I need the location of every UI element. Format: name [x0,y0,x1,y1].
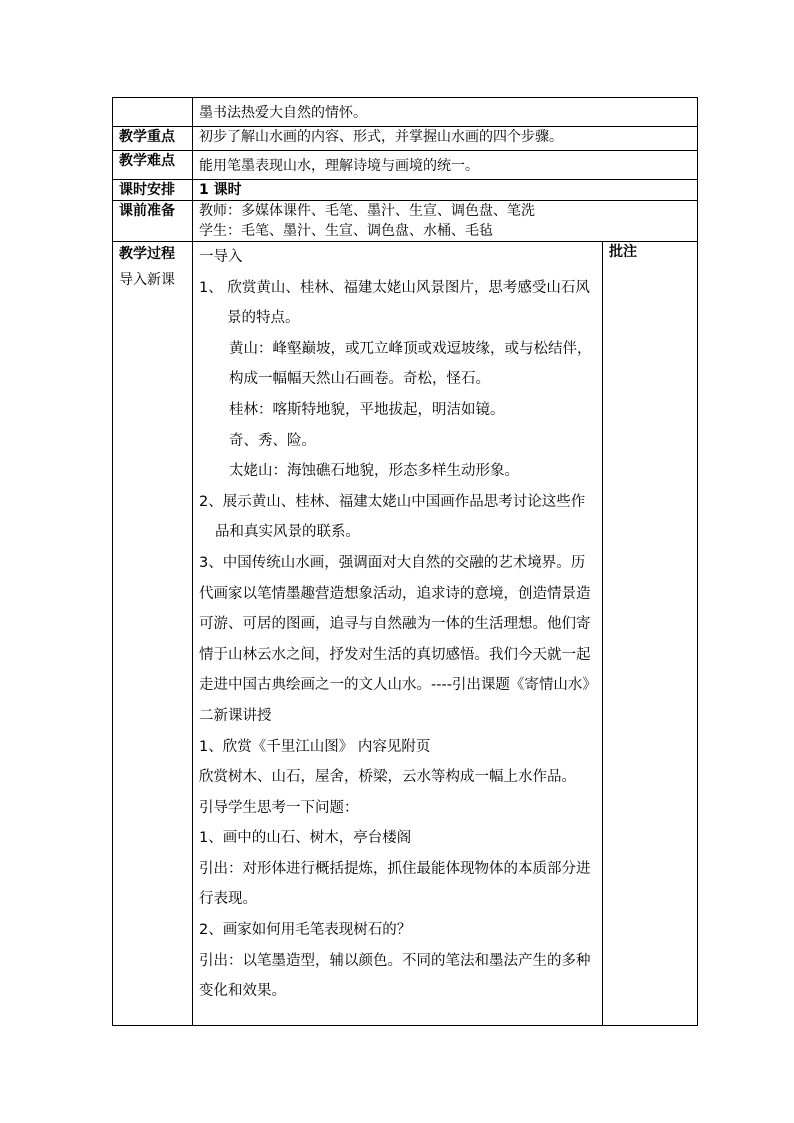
content-paragraph: 1、画中的山石、树木，亭台楼阁 [199,830,412,847]
time-label: 课时安排 [113,180,193,201]
note-column [603,242,698,1026]
preparation-value [193,201,698,242]
content-paragraph: 2、画家如何用毛笔表现树石的？ [199,922,412,939]
key-point-row [113,127,698,151]
content-paragraph: 1、欣赏《千里江山图》 内容见附页 [199,738,431,755]
process-content [193,242,603,1026]
process-row [113,242,698,1026]
content-paragraph: 桂林：喀斯特地貌，平地拔起，明洁如镜。 [229,401,505,418]
content-paragraph: 1、 欣赏黄山、桂林、福建太姥山风景图片，思考感受山石风景的特点。 [199,279,590,327]
content-paragraph: 3、中国传统山水画，强调面对大自然的交融的艺术境界。历代画家以笔情墨趣营造想象活动，追求诗的意境，创造情景造可游、可居的图画，追寻与自然融为一体的生活理想。他们寄情于山林云水之间，抒发对生活的真切感悟。我们今天就一起走进中国古典绘画之一的文人山水。----引出课题《寄情山水》 [199,554,597,694]
content-paragraph: 引导学生思考一下问题： [199,799,359,816]
objective-row [113,98,698,127]
preparation-row [113,201,698,242]
process-label-cell [113,242,193,1026]
time-value: 1 课时 [193,180,698,201]
note-label: 批注 [609,244,637,260]
content-paragraph: 黄山：峰壑巅坡，或兀立峰顶或戏逗坡缘，或与松结伴，构成一幅幅天然山石画卷。奇松，怪石。 [229,340,592,388]
process-sublabel: 导入新课 [119,272,175,288]
content-paragraph: 引出：对形体进行概括提炼，抓住最能体现物体的本质部分进行表现。 [199,860,591,908]
objective-value: 墨书法热爱大自然的情怀。 [193,98,698,127]
time-row [113,180,698,201]
key-point-value: 初步了解山水画的内容、形式，并掌握山水画的四个步骤。 [193,127,698,151]
objective-label-cell [113,98,193,127]
process-label: 教学过程 [119,246,175,262]
content-heading: 二新课讲授 [199,707,272,724]
preparation-student: 学生：毛笔、墨汁、生宣、调色盘、水桶、毛毡 [199,223,493,239]
content-paragraph: 奇、秀、险。 [229,432,316,449]
content-heading: 一导入 [199,249,243,265]
preparation-teacher: 教师：多媒体课件、毛笔、墨汁、生宣、调色盘、笔洗 [199,203,535,219]
difficulty-row [113,151,698,180]
lesson-plan-table [112,97,698,1026]
content-paragraph: 2、展示黄山、桂林、福建太姥山中国画作品思考讨论这些作品和真实风景的联系。 [199,493,586,541]
content-paragraph: 太姥山：海蚀礁石地貌，形态多样生动形象。 [229,463,519,480]
content-paragraph: 引出：以笔墨造型，辅以颜色。不同的笔法和墨法产生的多种变化和效果。 [199,952,591,1000]
key-point-label: 教学重点 [113,127,193,151]
content-paragraph: 欣赏树木、山石，屋舍，桥梁，云水等构成一幅上水作品。 [199,769,576,786]
preparation-label: 课前准备 [113,201,193,242]
difficulty-value: 能用笔墨表现山水，理解诗境与画境的统一。 [193,151,698,180]
difficulty-label: 教学难点 [113,151,193,180]
